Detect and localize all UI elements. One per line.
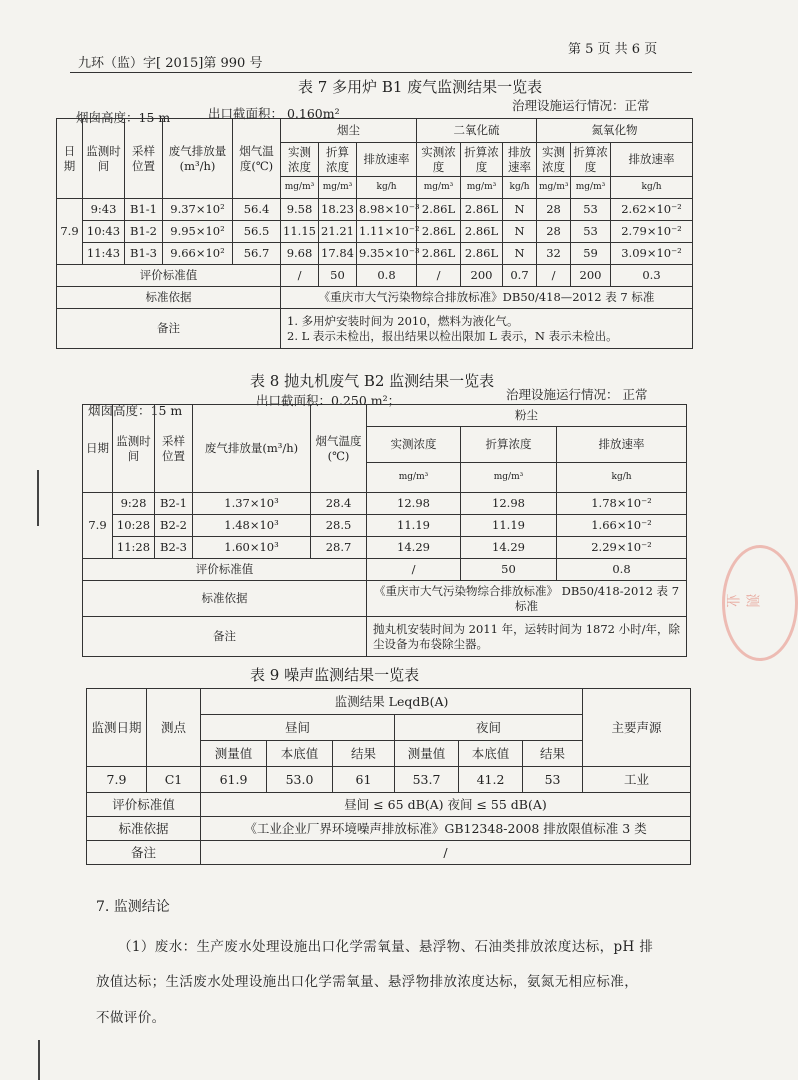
t7-unit: kg/h <box>357 177 417 199</box>
t7-date: 7.9 <box>57 199 83 265</box>
t9-cell: 61.9 <box>201 767 267 793</box>
t8-cell: 12.98 <box>461 493 557 515</box>
t7-cell: 2.79×10⁻² <box>611 221 693 243</box>
t9-cell: 53.7 <box>395 767 459 793</box>
t7-cell: / <box>417 265 461 287</box>
t7-cell: 21.21 <box>319 221 357 243</box>
t9-cell: 53.0 <box>267 767 333 793</box>
t7-cell: 10:43 <box>83 221 125 243</box>
t7-cell: N <box>503 243 537 265</box>
t9-basis-label: 标准依据 <box>87 817 201 841</box>
t9-h-day: 昼间 <box>201 715 395 741</box>
t7-cell: 9.35×10⁻³ <box>357 243 417 265</box>
t9-h-date: 监测日期 <box>87 689 147 767</box>
section-title: 7. 监测结论 <box>96 899 170 915</box>
t7-cell: B1-1 <box>125 199 163 221</box>
t8-cell: 11:28 <box>113 537 155 559</box>
t7-cell: / <box>281 265 319 287</box>
t7-cell: 2.86L <box>417 243 461 265</box>
t7-h-date: 日期 <box>57 119 83 199</box>
t8-h-time: 监测时间 <box>113 405 155 493</box>
t7-cell: 3.09×10⁻² <box>611 243 693 265</box>
t7-cell: 9.95×10² <box>163 221 233 243</box>
t7-cell: 11.15 <box>281 221 319 243</box>
t8-cell: 9:28 <box>113 493 155 515</box>
t7-h-position: 采样位置 <box>125 119 163 199</box>
t7-remark-line: 2. L 表示未检出，报出结果以检出限加 L 表示，N 表示未检出。 <box>287 328 618 343</box>
t7-cell: 59 <box>571 243 611 265</box>
t7-cell: 2.86L <box>461 243 503 265</box>
t9-h-source: 主要声源 <box>583 689 691 767</box>
conclusion-line: （1）废水：生产废水处理设施出口化学需氧量、悬浮物、石油类排放浓度达标，pH 排 <box>118 939 654 955</box>
t7-cell: N <box>503 199 537 221</box>
t7-cell: 0.7 <box>503 265 537 287</box>
t8-cell: 10:28 <box>113 515 155 537</box>
t7-cell: 1.11×10⁻² <box>357 221 417 243</box>
t9-cell: 工业 <box>583 767 691 793</box>
t7-remark <box>281 309 693 349</box>
t7-cell: 17.84 <box>319 243 357 265</box>
t8-cell: 28.5 <box>311 515 367 537</box>
table-row <box>57 221 693 243</box>
conclusion-line: 不做评价。 <box>96 1010 166 1026</box>
t7-unit: mg/m³ <box>319 177 357 199</box>
t7-h-time: 监测时间 <box>83 119 125 199</box>
t8-h-position: 采样位置 <box>155 405 193 493</box>
t7-basis-label: 标准依据 <box>57 287 281 309</box>
t8-unit: mg/m³ <box>367 463 461 493</box>
table7-outlet-area: 出口截面积： 0.160m² <box>208 106 340 121</box>
t7-cell: 11:43 <box>83 243 125 265</box>
table-row <box>87 793 691 817</box>
table-row <box>87 817 691 841</box>
table8 <box>82 404 687 657</box>
t7-cell: 9:43 <box>83 199 125 221</box>
t7-h-dust-measured: 实测浓度 <box>281 143 319 177</box>
t9-cell: 7.9 <box>87 767 147 793</box>
t8-cell: 1.60×10³ <box>193 537 311 559</box>
t7-cell: 0.8 <box>357 265 417 287</box>
t9-remark: / <box>201 841 691 865</box>
table7-stack-height: 烟囱高度：15 m <box>76 110 171 125</box>
t7-cell: 200 <box>461 265 503 287</box>
stamp-text: 测业 <box>723 593 760 608</box>
t8-unit: kg/h <box>557 463 687 493</box>
t7-cell: 53 <box>571 199 611 221</box>
t7-h-so2-rate: 排放速率 <box>503 143 537 177</box>
t9-h-result-night: 结果 <box>523 741 583 767</box>
table-row <box>57 265 693 287</box>
t9-h-night: 夜间 <box>395 715 583 741</box>
t8-h-dust: 粉尘 <box>367 405 687 427</box>
t9-h-measured: 测量值 <box>201 741 267 767</box>
t7-cell: 0.3 <box>611 265 693 287</box>
t7-cell: B1-3 <box>125 243 163 265</box>
table-row <box>83 617 687 657</box>
t7-cell: 56.4 <box>233 199 281 221</box>
table-row <box>57 199 693 221</box>
t8-cell: 28.4 <box>311 493 367 515</box>
t9-h-result-day: 结果 <box>333 741 395 767</box>
table-row <box>83 581 687 617</box>
table7-facility-status: 治理设施运行情况：正常 <box>512 98 650 113</box>
t8-h-temp: 烟气温度(℃) <box>311 405 367 493</box>
t8-basis: 《重庆市大气污染物综合排放标准》 DB50/418-2012 表 7 标准 <box>367 581 687 617</box>
t7-h-flow: 废气排放量(m³/h) <box>163 119 233 199</box>
t8-cell: 1.78×10⁻² <box>557 493 687 515</box>
t7-cell: 9.58 <box>281 199 319 221</box>
t8-h-measured: 实测浓度 <box>367 427 461 463</box>
t7-cell: 56.5 <box>233 221 281 243</box>
t8-cell: 1.37×10³ <box>193 493 311 515</box>
t7-cell: 9.37×10² <box>163 199 233 221</box>
t7-cell: 8.98×10⁻³ <box>357 199 417 221</box>
t8-cell: 50 <box>461 559 557 581</box>
table7-title: 表 7 多用炉 B1 废气监测结果一览表 <box>298 78 543 96</box>
table-row <box>57 309 693 349</box>
table-row <box>57 243 693 265</box>
table7 <box>56 118 693 349</box>
t9-h-result: 监测结果 LeqdB(A) <box>201 689 583 715</box>
t9-cell: C1 <box>147 767 201 793</box>
t8-cell: 11.19 <box>461 515 557 537</box>
t7-unit: kg/h <box>611 177 693 199</box>
t7-h-temp: 烟气温度(℃) <box>233 119 281 199</box>
t9-cell: 41.2 <box>459 767 523 793</box>
table-row <box>57 287 693 309</box>
t8-date: 7.9 <box>83 493 113 559</box>
t7-cell: 56.7 <box>233 243 281 265</box>
conclusion-line: 放值达标；生活废水处理设施出口化学需氧量、悬浮物排放浓度达标，氨氮无相应标准， <box>96 974 639 990</box>
t8-h-rate: 排放速率 <box>557 427 687 463</box>
t7-h-so2-converted: 折算浓度 <box>461 143 503 177</box>
t7-unit: mg/m³ <box>461 177 503 199</box>
t8-h-date: 日期 <box>83 405 113 493</box>
t7-h-so2: 二氧化硫 <box>417 119 537 143</box>
t8-remark: 抛丸机安装时间为 2011 年，运转时间为 1872 小时/年，除尘设备为布袋除尘器。 <box>367 617 687 657</box>
t7-cell: B1-2 <box>125 221 163 243</box>
t9-std-label: 评价标准值 <box>87 793 201 817</box>
t8-unit: mg/m³ <box>461 463 557 493</box>
table9-title: 表 9 噪声监测结果一览表 <box>250 666 420 684</box>
t7-unit: mg/m³ <box>571 177 611 199</box>
t7-cell: 18.23 <box>319 199 357 221</box>
t7-unit: kg/h <box>503 177 537 199</box>
t7-unit: mg/m³ <box>281 177 319 199</box>
t7-h-nox: 氮氧化物 <box>537 119 693 143</box>
t7-h-dust-rate: 排放速率 <box>357 143 417 177</box>
t9-h-background: 本底值 <box>267 741 333 767</box>
margin-mark <box>37 470 39 526</box>
table8-facility-status: 治理设施运行情况： 正常 <box>506 387 648 402</box>
t7-std-label: 评价标准值 <box>57 265 281 287</box>
table-row <box>87 767 691 793</box>
t9-cell: 53 <box>523 767 583 793</box>
t8-cell: 11.19 <box>367 515 461 537</box>
t8-cell: 14.29 <box>367 537 461 559</box>
t7-cell: N <box>503 221 537 243</box>
t8-cell: 1.48×10³ <box>193 515 311 537</box>
t9-h-background: 本底值 <box>459 741 523 767</box>
margin-mark <box>38 1040 40 1080</box>
t8-cell: 2.29×10⁻² <box>557 537 687 559</box>
t8-cell: 14.29 <box>461 537 557 559</box>
t7-h-nox-measured: 实测浓度 <box>537 143 571 177</box>
t7-cell: 50 <box>319 265 357 287</box>
t7-cell: 2.86L <box>417 199 461 221</box>
t7-basis: 《重庆市大气污染物综合排放标准》DB50/418—2012 表 7 标准 <box>281 287 693 309</box>
t8-std-label: 评价标准值 <box>83 559 367 581</box>
t7-cell: 28 <box>537 221 571 243</box>
t7-cell: / <box>537 265 571 287</box>
t8-cell: B2-3 <box>155 537 193 559</box>
t8-cell: 28.7 <box>311 537 367 559</box>
table-row <box>83 515 687 537</box>
table-row <box>87 841 691 865</box>
t7-h-dust: 烟尘 <box>281 119 417 143</box>
t9-cell: 61 <box>333 767 395 793</box>
t7-remark-label: 备注 <box>57 309 281 349</box>
t8-cell: / <box>367 559 461 581</box>
t9-h-point: 测点 <box>147 689 201 767</box>
t7-remark-line: 1. 多用炉安装时间为 2010，燃料为液化气。 <box>287 314 519 329</box>
t7-h-so2-measured: 实测浓度 <box>417 143 461 177</box>
t9-std: 昼间 ≤ 65 dB(A) 夜间 ≤ 55 dB(A) <box>201 793 691 817</box>
t8-cell: 0.8 <box>557 559 687 581</box>
page-number: 第 5 页 共 6 页 <box>568 42 658 57</box>
table-row <box>83 493 687 515</box>
t7-unit: mg/m³ <box>417 177 461 199</box>
t8-cell: B2-1 <box>155 493 193 515</box>
t7-h-dust-converted: 折算浓度 <box>319 143 357 177</box>
t7-cell: 2.86L <box>461 199 503 221</box>
table8-stack-height: 烟囱高度：15 m <box>88 403 183 418</box>
t7-cell: 2.62×10⁻² <box>611 199 693 221</box>
table8-title: 表 8 抛丸机废气 B2 监测结果一览表 <box>250 372 495 390</box>
t9-basis: 《工业企业厂界环境噪声排放标准》GB12348-2008 排放限值标准 3 类 <box>201 817 691 841</box>
t9-remark-label: 备注 <box>87 841 201 865</box>
table-row <box>83 559 687 581</box>
t8-basis-label: 标准依据 <box>83 581 367 617</box>
t7-unit: mg/m³ <box>537 177 571 199</box>
t8-h-converted: 折算浓度 <box>461 427 557 463</box>
t8-cell: 1.66×10⁻² <box>557 515 687 537</box>
t7-cell: 2.86L <box>417 221 461 243</box>
document-number: 九环（监）字[ 2015]第 990 号 <box>78 56 263 71</box>
table9 <box>86 688 691 865</box>
t7-cell: 28 <box>537 199 571 221</box>
t8-cell: B2-2 <box>155 515 193 537</box>
t7-cell: 9.66×10² <box>163 243 233 265</box>
t7-h-nox-converted: 折算浓度 <box>571 143 611 177</box>
t7-cell: 2.86L <box>461 221 503 243</box>
t7-cell: 53 <box>571 221 611 243</box>
t9-h-measured: 测量值 <box>395 741 459 767</box>
table8-outlet-area: 出口截面积：0.250 m²； <box>256 393 401 408</box>
t7-cell: 9.68 <box>281 243 319 265</box>
t8-remark-label: 备注 <box>83 617 367 657</box>
t7-cell: 32 <box>537 243 571 265</box>
t8-cell: 12.98 <box>367 493 461 515</box>
t8-h-flow: 废气排放量(m³/h) <box>193 405 311 493</box>
t7-cell: 200 <box>571 265 611 287</box>
table-row <box>83 537 687 559</box>
t7-h-nox-rate: 排放速率 <box>611 143 693 177</box>
header-divider <box>70 72 692 73</box>
